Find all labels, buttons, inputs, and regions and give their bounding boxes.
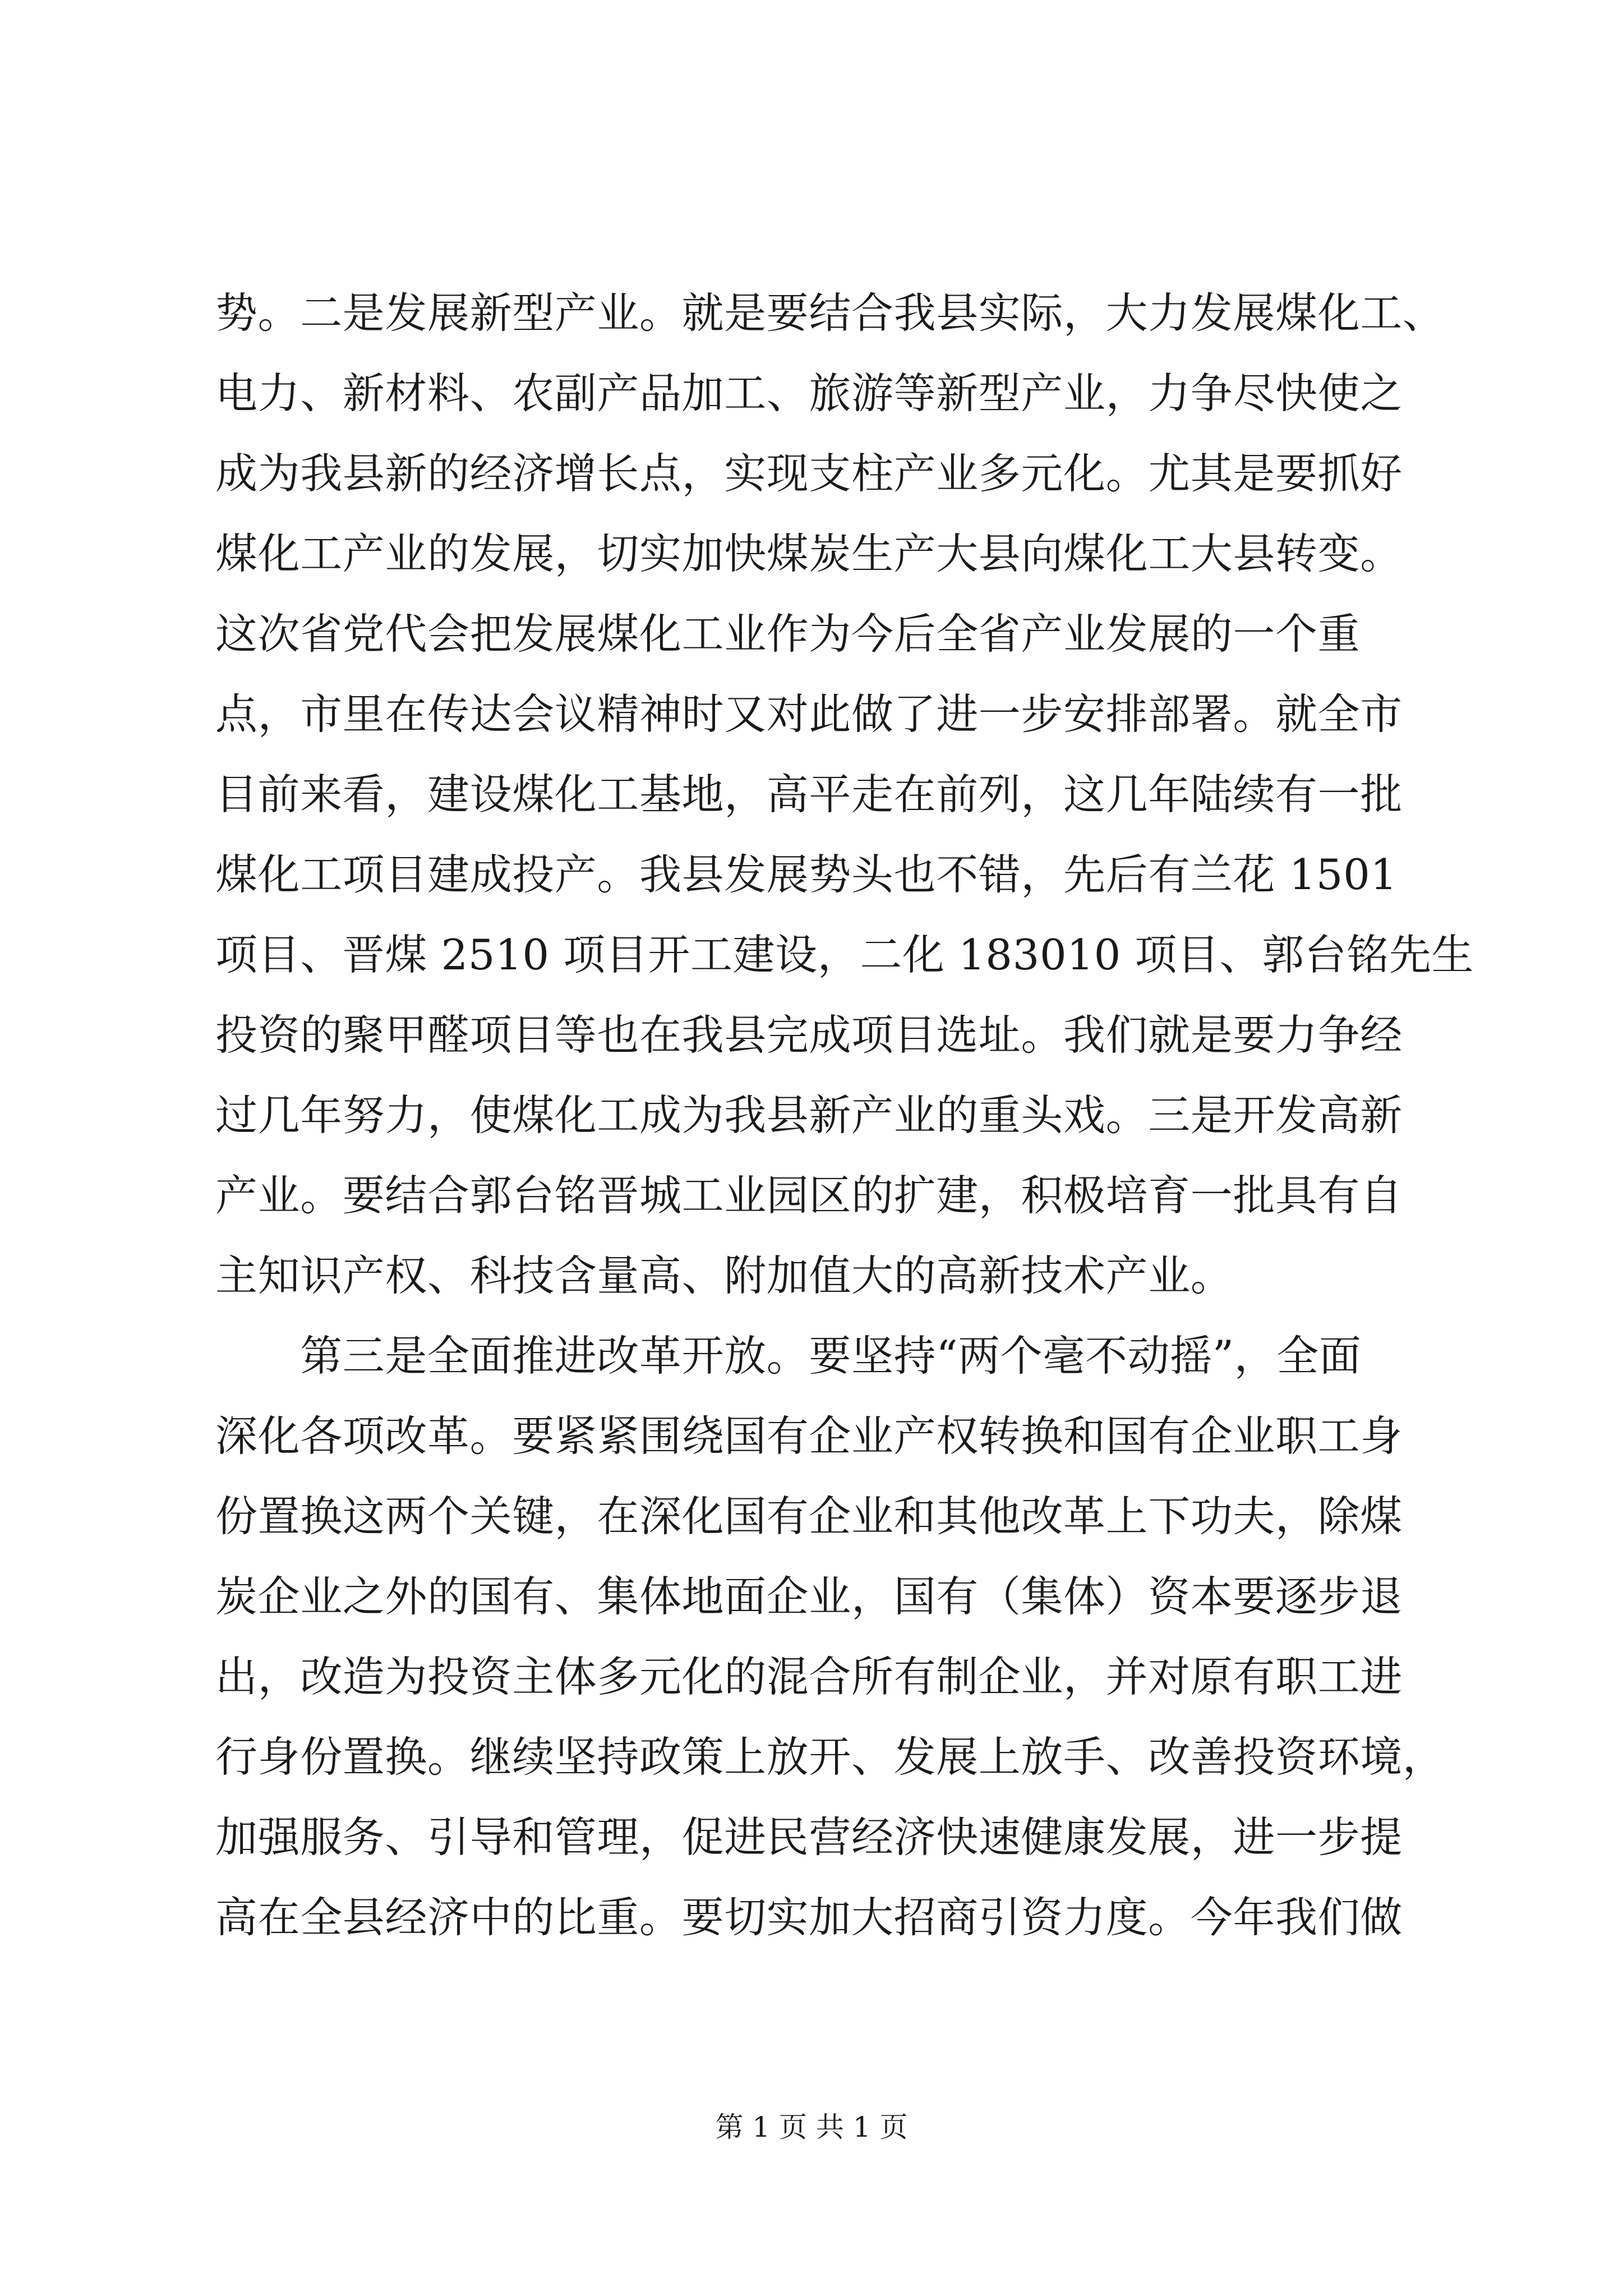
text-line: 高在全县经济中的比重。要切实加大招商引资力度。今年我们做 bbox=[215, 1893, 1403, 1942]
text-line: 目前来看，建设煤化工基地，高平走在前列，这几年陆续有一批 bbox=[215, 770, 1403, 819]
text-line: 行身份置换。继续坚持政策上放开、发展上放手、改善投资环境， bbox=[215, 1732, 1445, 1782]
text-line: 深化各项改革。要紧紧围绕国有企业产权转换和国有企业职工身 bbox=[215, 1411, 1403, 1461]
text-line: 投资的聚甲醛项目等也在我县完成项目选址。我们就是要力争经 bbox=[215, 1010, 1403, 1060]
text-line: 第三是全面推进改革开放。要坚持“两个毫不动摇”，全面 bbox=[215, 1331, 1362, 1381]
text-line: 加强服务、引导和管理，促进民营经济快速健康发展，进一步提 bbox=[215, 1812, 1403, 1862]
text-line: 项目、晋煤 2510 项目开工建设，二化 183010 项目、郭台铭先生 bbox=[215, 930, 1474, 979]
text-line: 电力、新材料、农副产品加工、旅游等新型产业，力争尽快使之 bbox=[215, 369, 1403, 418]
text-line: 成为我县新的经济增长点，实现支柱产业多元化。尤其是要抓好 bbox=[215, 449, 1403, 498]
text-line: 过几年努力，使煤化工成为我县新产业的重头戏。三是开发高新 bbox=[215, 1091, 1403, 1140]
text-line: 主知识产权、科技含量高、附加值大的高新技术产业。 bbox=[215, 1251, 1233, 1300]
text-line: 煤化工项目建成投产。我县发展势头也不错，先后有兰花 1501 bbox=[215, 850, 1398, 899]
text-line: 出，改造为投资主体多元化的混合所有制企业，并对原有职工进 bbox=[215, 1652, 1403, 1701]
text-line: 煤化工产业的发展，切实加快煤炭生产大县向煤化工大县转变。 bbox=[215, 529, 1403, 578]
text-line: 产业。要结合郭台铭晋城工业园区的扩建，积极培育一批具有自 bbox=[215, 1171, 1403, 1220]
text-line: 这次省党代会把发展煤化工业作为今后全省产业发展的一个重 bbox=[215, 609, 1361, 659]
page-footer: 第 1 页 共 1 页 bbox=[715, 2111, 908, 2143]
text-line: 炭企业之外的国有、集体地面企业，国有（集体）资本要逐步退 bbox=[215, 1572, 1403, 1621]
text-line: 份置换这两个关键，在深化国有企业和其他改革上下功夫，除煤 bbox=[215, 1492, 1403, 1541]
text-line: 点，市里在传达会议精神时又对此做了进一步安排部署。就全市 bbox=[215, 689, 1403, 739]
text-line: 势。二是发展新型产业。就是要结合我县实际，大力发展煤化工、 bbox=[215, 288, 1445, 338]
